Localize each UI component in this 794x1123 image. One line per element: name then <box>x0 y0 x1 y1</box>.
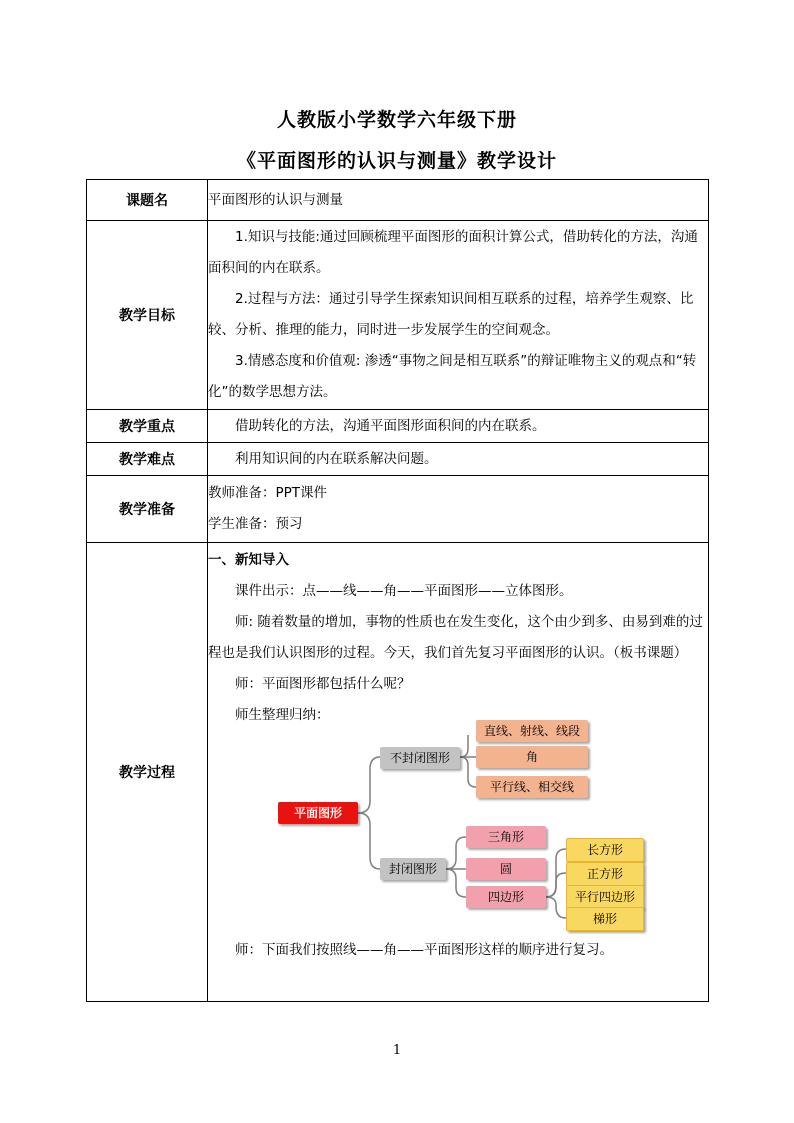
label-preparation: 教学准备 <box>87 476 208 543</box>
process-para-3: 师：平面图形都包括什么呢？ <box>235 676 411 692</box>
closed-item-quadrilateral: 四边形 <box>466 886 546 908</box>
connector-open-bottom <box>460 757 476 787</box>
process-para-4: 师生整理归纳： <box>235 707 330 723</box>
process-para-5: 师：下面我们按照线——角——平面图形这样的顺序进行复习。 <box>235 942 613 958</box>
focus-text: 借助转化的方法，沟通平面图形面积间的内在联系。 <box>235 417 546 434</box>
row-goals <box>87 221 709 410</box>
row-topic <box>87 180 709 221</box>
difficulty-content <box>208 443 709 476</box>
closed-item-triangle: 三角形 <box>466 826 546 848</box>
title-line-2: 《平面图形的认识与测量》教学设计 <box>236 150 557 172</box>
goal-attitude: 3.情感态度和价值观: 渗透“事物之间是相互联系”的辩证唯物主义的观点和“转化”的数学思想方法。 <box>208 353 697 400</box>
row-preparation <box>87 476 709 543</box>
label-process: 教学过程 <box>87 543 208 1002</box>
category-open: 不封闭图形 <box>380 747 460 769</box>
label-goals: 教学目标 <box>87 221 208 410</box>
open-item-parallel: 平行线、相交线 <box>476 776 588 798</box>
preparation-content <box>208 476 709 543</box>
topic-value: 平面图形的认识与测量 <box>208 180 709 221</box>
student-prep: 学生准备：预习 <box>208 516 303 532</box>
connector-open-top <box>460 735 476 757</box>
open-item-angle: 角 <box>476 746 588 768</box>
root-node: 平面图形 <box>278 802 358 824</box>
goal-knowledge: 1.知识与技能:通过回顾梳理平面图形的面积计算公式，借助转化的方法，沟通面积间的内在联系。 <box>208 229 698 276</box>
connector-root-open <box>358 757 380 813</box>
connector-closed-top <box>446 837 466 869</box>
row-difficulty <box>87 443 709 476</box>
category-closed: 封闭图形 <box>380 858 446 880</box>
process-content <box>208 543 709 1002</box>
goals-content <box>208 221 709 410</box>
goal-process: 2.过程与方法：通过引导学生探索知识间相互联系的过程，培养学生观察、比较、分析、推理的能力，同时进一步发展学生的空间观念。 <box>208 291 694 338</box>
open-item-lines: 直线、射线、线段 <box>476 720 588 742</box>
shape-mind-map <box>212 724 682 931</box>
label-focus: 教学重点 <box>87 410 208 443</box>
section-heading: 一、新知导入 <box>208 552 289 568</box>
quad-item-rectangle: 长方形 <box>566 838 644 862</box>
connector-closed-bottom <box>446 869 466 897</box>
connector-quad-4 <box>546 897 566 918</box>
process-para-1: 课件出示：点——线——角——平面图形——立体图形。 <box>235 583 573 599</box>
row-focus <box>87 410 709 443</box>
quad-item-square: 正方形 <box>566 862 644 886</box>
page-number: 1 <box>392 1043 402 1058</box>
process-para-2: 师: 随着数量的增加，事物的性质也在发生变化，这个由少到多、由易到难的过程也是我们认识图形的过程。今天，我们首先复习平面图形的认识。（板书课题） <box>208 614 703 661</box>
row-process <box>87 543 709 1002</box>
closed-item-circle: 圆 <box>466 858 546 880</box>
label-topic: 课题名 <box>87 180 208 221</box>
quad-item-trapezoid: 梯形 <box>566 907 644 931</box>
lesson-plan-table <box>86 179 709 1002</box>
teacher-prep: 教师准备：PPT课件 <box>208 485 328 501</box>
focus-content <box>208 410 709 443</box>
difficulty-text: 利用知识间的内在联系解决问题。 <box>235 450 438 467</box>
title-line-1: 人教版小学数学六年级下册 <box>276 109 517 131</box>
label-difficulty: 教学难点 <box>87 443 208 476</box>
connector-root-closed <box>358 813 380 869</box>
quad-item-parallelogram: 平行四边形 <box>566 885 644 909</box>
